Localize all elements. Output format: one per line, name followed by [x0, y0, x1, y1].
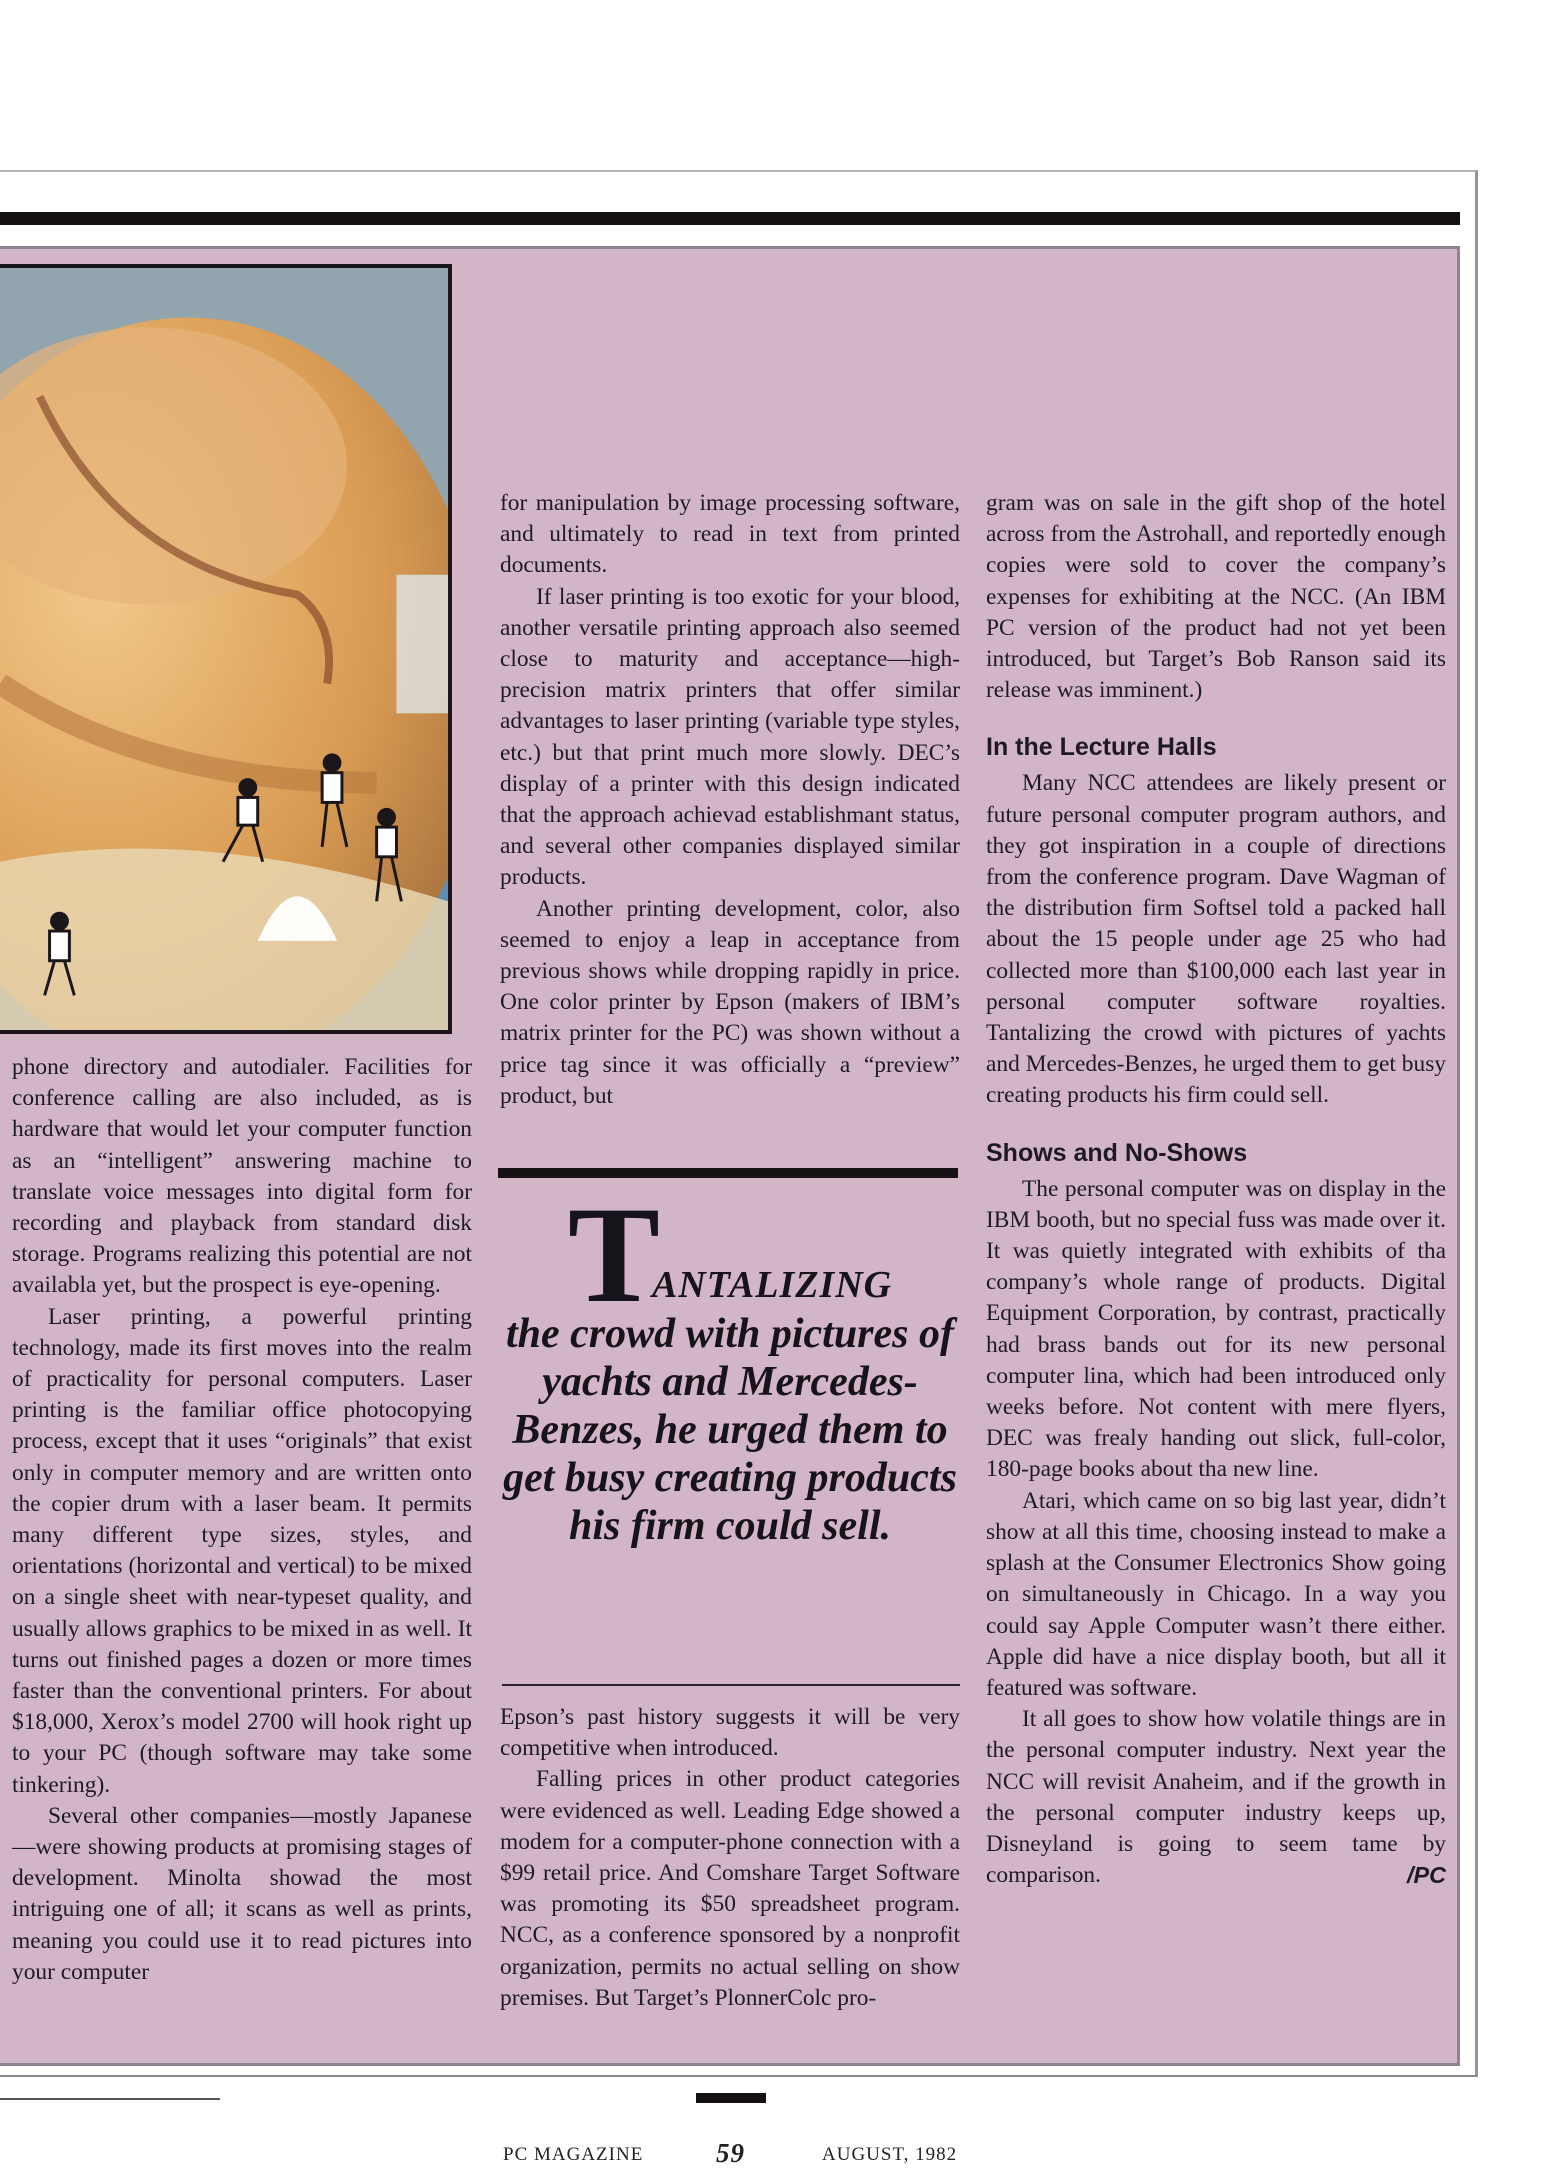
section-heading: In the Lecture Halls [986, 733, 1217, 762]
page-number: 59 [716, 2138, 745, 2168]
pullquote-bottom-rule [502, 1684, 960, 1686]
paragraph: Many NCC attendees are likely present or future personal computer program authors, and they got inspiration in a couple of directions from the conference program. Dave Wagman of the distribution firm Softsel told a packed hall about the 15 people under age 25 who had collected more than $100,000 each last year in personal computer software royalties. Tantalizing the crowd with pictures of yachts and Mercedes-Benzes, he urged them to get busy creating products his firm could sell. [986, 770, 1446, 1109]
paragraph: phone directory and autodialer. Facilities for conference calling are also included, as is hardware that would let your computer function as an “intelligent” answering machine to translate voice messages into digital form for recording and playback from standard disk storage. Programs realizing this potential are not availabla yet, but the prospect is eye-opening. [12, 1054, 472, 1299]
paragraph: Laser printing, a powerful printing technology, made its first moves into the realm of practicality for personal computers. Laser printing is the familiar office photocopying process, except that it uses “originals” that exist only in computer memory and are written onto the copier drum with a laser beam. It permits many different type sizes, styles, and orientations (horizontal and vertical) to be mixed on a single sheet with near-typeset quality, and usually allows graphics to be mixed in as well. It turns out finished pages a dozen or more times faster than the conventional printers. For about $18,000, Xerox’s model 2700 will hook right up to your PC (though software may take some tinkering). [12, 1303, 472, 1798]
paragraph: Atari, which came on so big last year, didn’t show at all this time, choosing instead to make a splash at the Consumer Electronics Show going on simultaneously in Chicago. In a way you could say Apple Computer wasn’t there either. Apple did have a nice display booth, but all it featured was software. [986, 1487, 1446, 1701]
paragraph-text: It all goes to show how volatile things are in the personal computer industry. Next year the NCC will revisit Anaheim, and if the growth in the personal computer industry keeps up, Disneyland is going to seem tame by comparison. [986, 1706, 1446, 1889]
illustration [0, 264, 452, 1034]
column-2-top [500, 488, 960, 1112]
top-rule [0, 212, 1460, 225]
footer-magazine: PC MAGAZINE [503, 2144, 644, 2165]
paragraph: gram was on sale in the gift shop of the hotel across from the Astrohall, and reportedly enough copies were sold to cover the company’s expenses for exhibiting at the NCC. (An IBM PC version of the product had not yet been introduced, but Target’s Bob Ranson said its release was imminent.) [986, 490, 1446, 704]
pullquote-dropcap: T [567, 1178, 652, 1331]
footer-rule [696, 2093, 766, 2103]
pullquote-top-rule [498, 1168, 958, 1178]
paragraph-with-signoff [986, 1704, 1446, 1891]
footer-date: AUGUST, 1982 [822, 2144, 958, 2165]
section-heading: Shows and No-Shows [986, 1138, 1248, 1167]
column-2-bottom [500, 1702, 960, 2014]
column-3 [986, 488, 1446, 1891]
paragraph: If laser printing is too exotic for your blood, another versatile printing approach also seemed close to maturity and acceptance—high-precision matrix printers that offer similar advantages to laser printing (variable type styles, etc.) but that print much more slowly. DEC’s display of a printer with this design indicated that the approach achievad establishmant status, and several other companies displayed similar products. [500, 583, 960, 891]
bottom-frame-line [0, 2075, 1478, 2077]
bottom-left-line [0, 2098, 220, 2100]
illustration-art [0, 268, 448, 1030]
paragraph: The personal computer was on display in the IBM booth, but no special fuss was made over it. It was quietly integrated with exhibits of tha company’s whole range of products. Digital Equipment Corporation, by contrast, practically had brass bands out for its new personal computer lina, which had been introduced only weeks before. Not content with mere flyers, DEC was frealy handing out slick, full-color, 180-page books about tha new line. [986, 1175, 1446, 1483]
pullquote-text: the crowd with pictures of yachts and Mercedes-Benzes, he urged them to get busy creating products his firm could sell. [503, 1311, 957, 1549]
signoff: /PC [1407, 1862, 1446, 1889]
paragraph: Several other companies—mostly Japanese—were showing products at promising stages of development. Minolta showad the most intriguing one of all; it scans as well as prints, meaning you could use it to read pictures into your computer [12, 1802, 472, 1985]
pullquote-lead-word: ANTALIZING [651, 1264, 893, 1306]
paragraph: Epson’s past history suggests it will be very competitive when introduced. [500, 1704, 960, 1762]
paragraph: Falling prices in other product categories were evidenced as well. Leading Edge showed a modem for a computer-phone connection with a $99 retail price. And Comshare Target Software was promoting its $50 spreadsheet program. NCC, as a conference sponsored by a nonprofit organization, permits no actual selling on show premises. But Target’s PlonnerColc pro- [500, 1766, 960, 2011]
column-1 [12, 1052, 472, 1988]
paragraph: for manipulation by image processing software, and ultimately to read in text from printed documents. [500, 490, 960, 579]
pullquote [500, 1178, 960, 1550]
paragraph: Another printing development, color, also seemed to enjoy a leap in acceptance from previous shows while dropping rapidly in price. One color printer by Epson (makers of IBM’s matrix printer for the PC) was shown without a price tag since it was officially a “preview” product, but [500, 895, 960, 1109]
